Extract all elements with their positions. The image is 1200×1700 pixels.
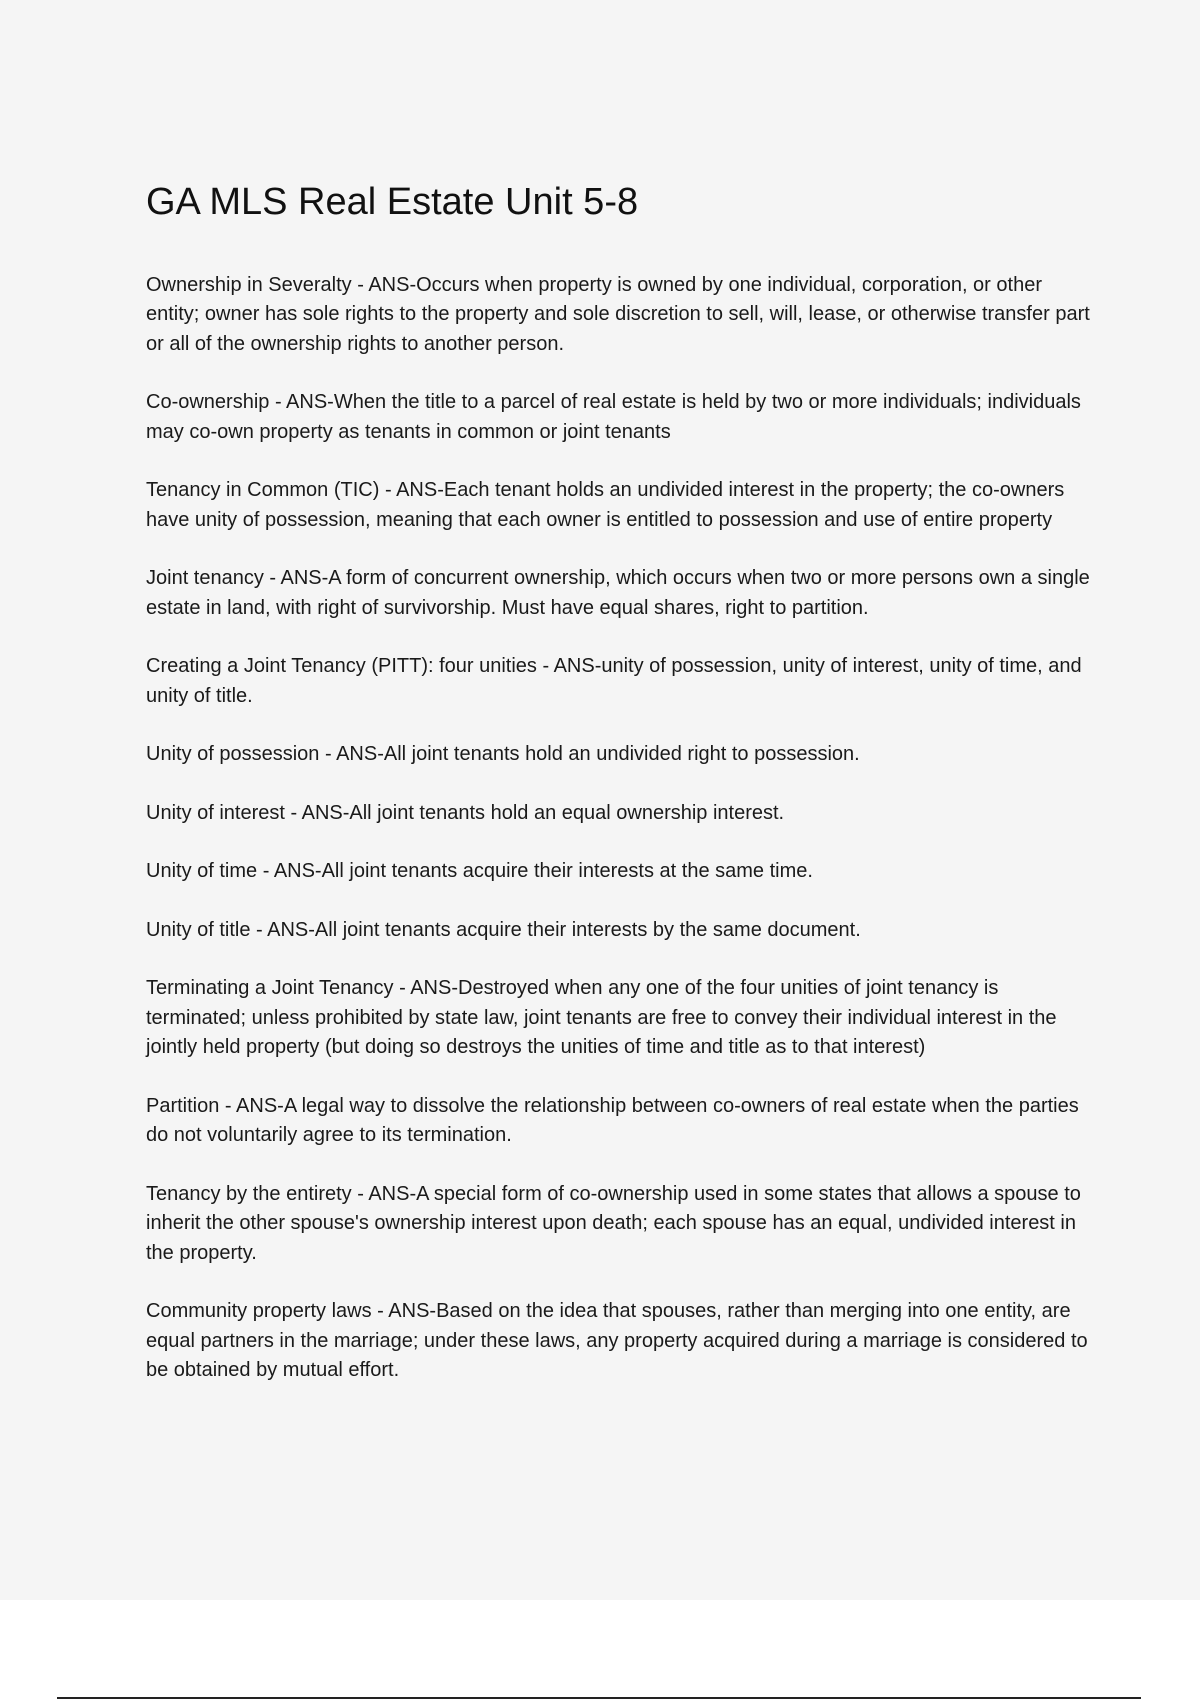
- entry-joint-tenancy: Joint tenancy - ANS-A form of concurrent ownership, which occurs when two or more persons own a single estate in land, with right of survivorship. Must have equal shares, right to partition.: [146, 567, 1090, 619]
- entry-unity-of-title: Unity of title - ANS-All joint tenants acquire their interests by the same document.: [146, 918, 861, 941]
- entry-unity-of-time: Unity of time - ANS-All joint tenants acquire their interests at the same time.: [146, 860, 813, 883]
- entry-tenancy-in-common: Tenancy in Common (TIC) - ANS-Each tenant holds an undivided interest in the property; the co-owners have unity of possession, meaning that each owner is entitled to possession and use of entire property: [146, 479, 1065, 531]
- entry-tenancy-by-the-entirety: Tenancy by the entirety - ANS-A special form of co-ownership used in some states that allows a spouse to inherit the other spouse's ownership interest upon death; each spouse has an equal, undivided interest in the property.: [146, 1182, 1081, 1264]
- entry-co-ownership: Co-ownership - ANS-When the title to a parcel of real estate is held by two or more individuals; individuals may co-own property as tenants in common or joint tenants: [146, 391, 1081, 443]
- document-content: [146, 180, 1096, 1415]
- entry-ownership-in-severalty: Ownership in Severalty - ANS-Occurs when property is owned by one individual, corporation, or other entity; owner has sole rights to the property and sole discretion to sell, will, lease, or otherwise transfer part or all of the ownership rights to another person.: [146, 273, 1090, 355]
- entry-community-property-laws: Community property laws - ANS-Based on the idea that spouses, rather than merging into one entity, are equal partners in the marriage; under these laws, any property acquired during a marriage is considered to be obtained by mutual effort.: [146, 1300, 1088, 1382]
- footer-divider: [57, 1697, 1141, 1699]
- entry-unity-of-interest: Unity of interest - ANS-All joint tenants hold an equal ownership interest.: [146, 801, 785, 824]
- entry-partition: Partition - ANS-A legal way to dissolve the relationship between co-owners of real estate when the parties do not voluntarily agree to its termination.: [146, 1094, 1079, 1147]
- entry-creating-joint-tenancy: Creating a Joint Tenancy (PITT): four unities - ANS-unity of possession, unity of interest, unity of time, and unity of title.: [146, 655, 1082, 707]
- entry-unity-of-possession: Unity of possession - ANS-All joint tenants hold an undivided right to possession.: [146, 743, 860, 766]
- document-title: GA MLS Real Estate Unit 5-8: [146, 181, 639, 223]
- entry-terminating-joint-tenancy: Terminating a Joint Tenancy - ANS-Destroyed when any one of the four unities of joint tenancy is terminated; unless prohibited by state law, joint tenants are free to convey their individual interest in the jointly held property (but doing so destroys the unities of time and title as to that interest): [146, 977, 1057, 1059]
